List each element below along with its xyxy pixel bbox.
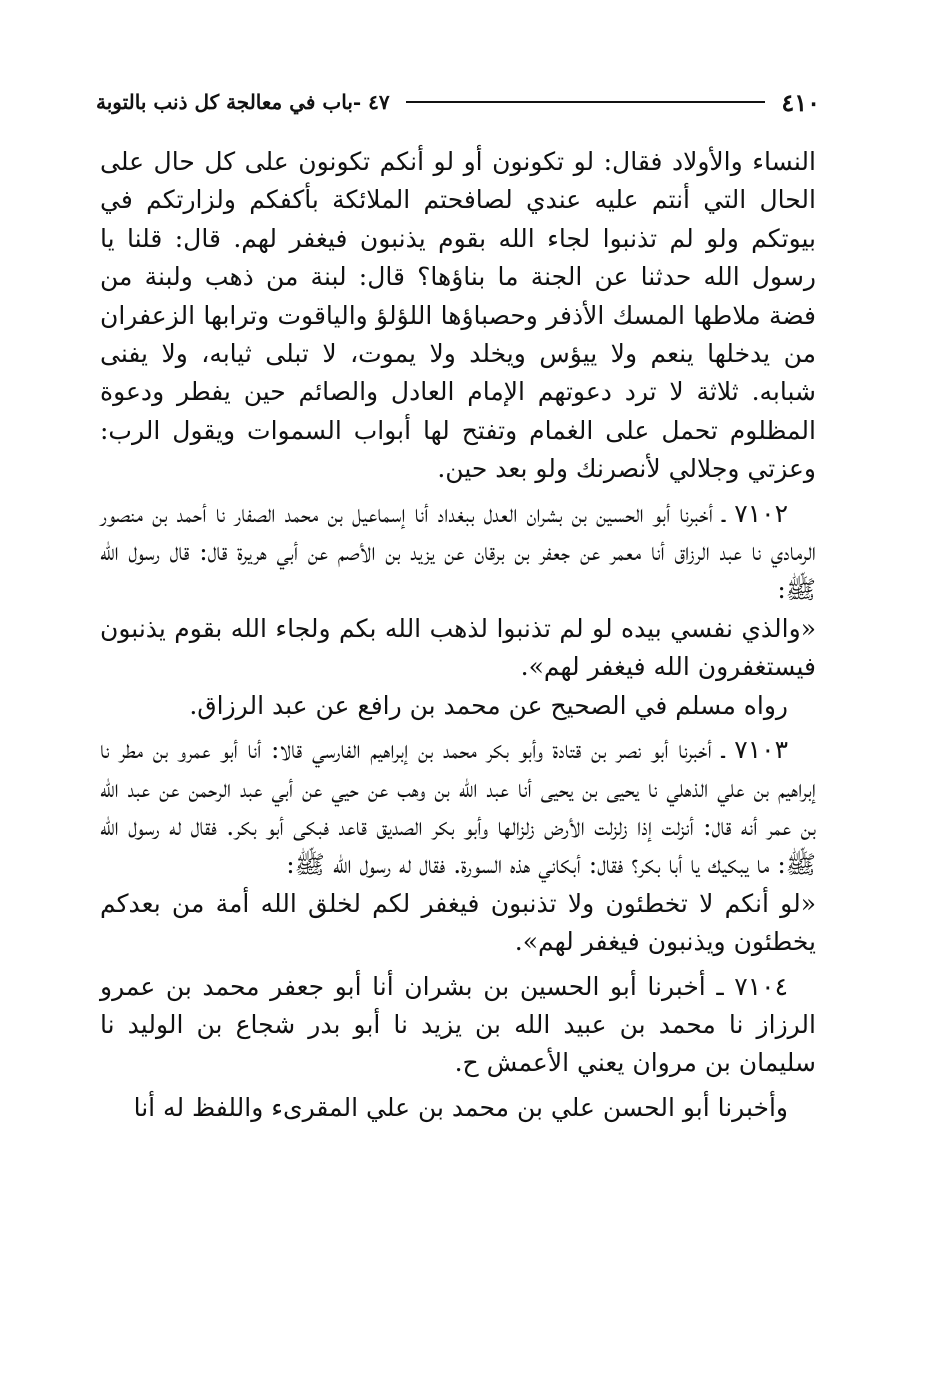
hadith-7102-matn: «والذي نفسي بيده لو لم تذنبوا لذهب الله بكم ولجاء الله بقوم يذنبون فيستغفرون الله فيغفر لهم». — [100, 613, 816, 682]
page-number: ٤١٠ — [781, 87, 820, 117]
hadith-7104-second-isnad: وأخبرنا أبو الحسن علي بن محمد بن علي المقرىء واللفظ له أنا — [133, 1092, 788, 1122]
hadith-7103-isnad: ٧١٠٣ ـ أخبرنا أبو نصر بن قتادة وأبو بكر محمد بن إبراهيم الفارسي قالا: أنا أبو عمرو بن مطر نا إبراهيم بن علي الذهلي نا يحيى بن يحيى أنا عبد الله بن وهب عن حيي عن أبي عبد الرحمن عن عبد الله بن عمر أنه قال: أنزلت إذا زلزلت الأرض زلزالها وأبو بكر الصديق قاعد فبكى أبو بكر. فقال له رسول الله ﷺ: ما يبكيك يا أبا بكر؟ فقال: أبكاني هذه السورة. فقال له رسول الله ﷺ: — [100, 735, 816, 880]
paragraph-continuation: النساء والأولاد فقال: لو تكونون أو لو أنكم تكونون على كل حال على الحال التي أنتم عليه عندي لصافحتم الملائكة بأكفكم ولزارتكم في بيوتكم ولو لم تذنبوا لجاء الله بقوم يذنبون فيغفر لهم. قال: قلنا يا رسول الله حدثنا عن الجنة ما بناؤها؟ قال: لبنة من ذهب ولبنة من فضة ملاطها المسك الأذفر وحصباؤها اللؤلؤ والياقوت وترابها الزعفران من يدخلها ينعم ولا ييؤس ويخلد ولا يموت، لا تبلى ثيابه، ولا يفنى شبابه. ثلاثة لا ترد دعوتهم الإمام العادل والصائم حين يفطر ودعوة المظلوم تحمل على الغمام وتفتح لها أبواب السموات ويقول الرب: وعزتي وجلالي لأنصرنك ولو بعد حين. — [100, 147, 816, 484]
hadith-7102-isnad: ٧١٠٢ ـ أخبرنا أبو الحسين بن بشران العدل ببغداد أنا إسماعيل بن محمد الصفار نا أحمد بن منصور الرمادي نا عبد الرزاق أنا معمر عن جعفر بن برقان عن يزيد بن الأصم عن أبي هريرة قال: قال رسول الله ﷺ: — [100, 498, 816, 605]
header-rule — [406, 101, 766, 103]
hadith-7103-matn: «لو أنكم لا تخطئون ولا تذنبون فيغفر لكم لخلق الله أمة من بعدكم يخطئون ويذنبون فيغفر لهم». — [100, 888, 816, 957]
body-text — [100, 143, 816, 1127]
hadith-7102-takhrij: رواه مسلم في الصحيح عن محمد بن رافع عن عبد الرزاق. — [189, 690, 788, 720]
hadith-7104-isnad: ٧١٠٤ ـ أخبرنا أبو الحسين بن بشران أنا أبو جعفر محمد بن عمرو الرزاز نا محمد بن عبيد الله بن يزيد نا أبو بدر شجاع بن الوليد نا سليمان بن مروان يعني الأعمش ح. — [100, 971, 816, 1078]
running-title: ٤٧ -باب في معالجة كل ذنب بالتوبة — [96, 90, 390, 114]
page-header — [96, 84, 820, 120]
